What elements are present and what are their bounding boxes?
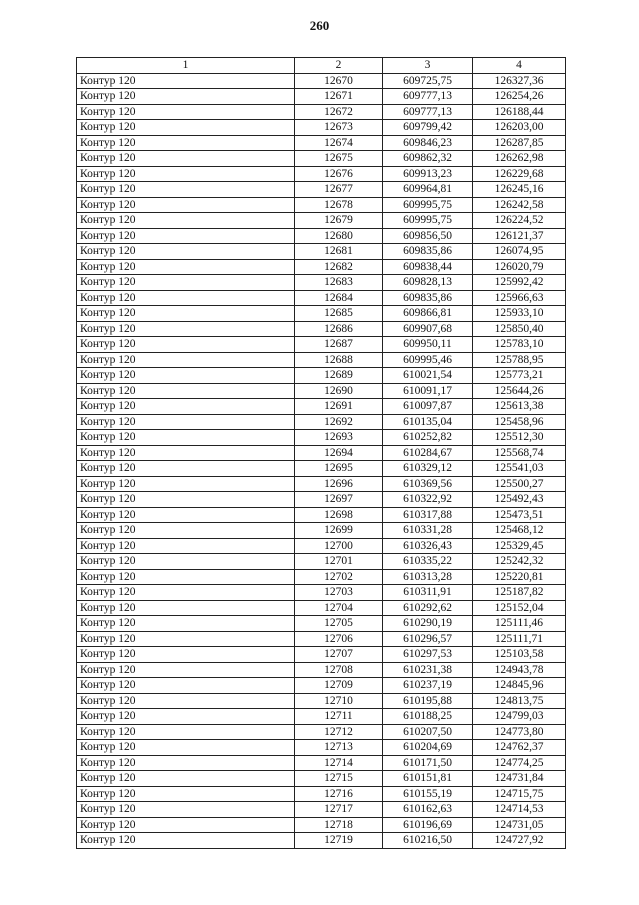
x-coordinate-cell: 609835,86: [383, 244, 473, 260]
point-number-cell: 12690: [295, 383, 383, 399]
x-coordinate-cell: 610252,82: [383, 430, 473, 446]
point-number-cell: 12688: [295, 352, 383, 368]
table-row: [77, 166, 566, 182]
x-coordinate-cell: 609799,42: [383, 120, 473, 136]
contour-name-cell: Контур 120: [77, 585, 295, 601]
x-coordinate-cell: 609777,13: [383, 89, 473, 105]
y-coordinate-cell: 124727,92: [473, 833, 566, 849]
x-coordinate-cell: 610195,88: [383, 693, 473, 709]
x-coordinate-cell: 610369,56: [383, 476, 473, 492]
y-coordinate-cell: 126020,79: [473, 259, 566, 275]
point-number-cell: 12675: [295, 151, 383, 167]
y-coordinate-cell: 125329,45: [473, 538, 566, 554]
x-coordinate-cell: 609964,81: [383, 182, 473, 198]
point-number-cell: 12686: [295, 321, 383, 337]
table-row: [77, 755, 566, 771]
y-coordinate-cell: 125966,63: [473, 290, 566, 306]
table-row: [77, 197, 566, 213]
table-row: [77, 244, 566, 260]
point-number-cell: 12678: [295, 197, 383, 213]
table-row: [77, 383, 566, 399]
table-row: [77, 771, 566, 787]
contour-name-cell: Контур 120: [77, 693, 295, 709]
x-coordinate-cell: 610021,54: [383, 368, 473, 384]
y-coordinate-cell: 125788,95: [473, 352, 566, 368]
contour-name-cell: Контур 120: [77, 135, 295, 151]
x-coordinate-cell: 610331,28: [383, 523, 473, 539]
y-coordinate-cell: 125242,32: [473, 554, 566, 570]
y-coordinate-cell: 126254,26: [473, 89, 566, 105]
x-coordinate-cell: 610196,69: [383, 817, 473, 833]
y-coordinate-cell: 126327,36: [473, 73, 566, 89]
point-number-cell: 12714: [295, 755, 383, 771]
table-row: [77, 740, 566, 756]
column-header-2: 2: [295, 58, 383, 74]
x-coordinate-cell: 610204,69: [383, 740, 473, 756]
y-coordinate-cell: 125850,40: [473, 321, 566, 337]
contour-name-cell: Контур 120: [77, 678, 295, 694]
point-number-cell: 12673: [295, 120, 383, 136]
x-coordinate-cell: 609995,75: [383, 213, 473, 229]
point-number-cell: 12689: [295, 368, 383, 384]
point-number-cell: 12709: [295, 678, 383, 694]
point-number-cell: 12699: [295, 523, 383, 539]
contour-name-cell: Контур 120: [77, 538, 295, 554]
point-number-cell: 12672: [295, 104, 383, 120]
contour-name-cell: Контур 120: [77, 352, 295, 368]
table-row: [77, 600, 566, 616]
y-coordinate-cell: 125103,58: [473, 647, 566, 663]
y-coordinate-cell: 125458,96: [473, 414, 566, 430]
y-coordinate-cell: 126074,95: [473, 244, 566, 260]
point-number-cell: 12715: [295, 771, 383, 787]
x-coordinate-cell: 610207,50: [383, 724, 473, 740]
table-row: [77, 228, 566, 244]
x-coordinate-cell: 610151,81: [383, 771, 473, 787]
x-coordinate-cell: 610313,28: [383, 569, 473, 585]
point-number-cell: 12692: [295, 414, 383, 430]
x-coordinate-cell: 609866,81: [383, 306, 473, 322]
table-row: [77, 678, 566, 694]
contour-name-cell: Контур 120: [77, 755, 295, 771]
x-coordinate-cell: 610135,04: [383, 414, 473, 430]
point-number-cell: 12676: [295, 166, 383, 182]
table-row: [77, 585, 566, 601]
x-coordinate-cell: 610237,19: [383, 678, 473, 694]
table-row: [77, 337, 566, 353]
table-row: [77, 275, 566, 291]
x-coordinate-cell: 610292,62: [383, 600, 473, 616]
y-coordinate-cell: 125541,03: [473, 461, 566, 477]
point-number-cell: 12691: [295, 399, 383, 415]
x-coordinate-cell: 610188,25: [383, 709, 473, 725]
point-number-cell: 12679: [295, 213, 383, 229]
contour-name-cell: Контур 120: [77, 306, 295, 322]
y-coordinate-cell: 126121,37: [473, 228, 566, 244]
x-coordinate-cell: 610297,53: [383, 647, 473, 663]
table-row: [77, 833, 566, 849]
table-row: [77, 182, 566, 198]
column-header-4: 4: [473, 58, 566, 74]
y-coordinate-cell: 126188,44: [473, 104, 566, 120]
contour-name-cell: Контур 120: [77, 461, 295, 477]
y-coordinate-cell: 126262,98: [473, 151, 566, 167]
x-coordinate-cell: 609838,44: [383, 259, 473, 275]
point-number-cell: 12683: [295, 275, 383, 291]
point-number-cell: 12682: [295, 259, 383, 275]
y-coordinate-cell: 124714,53: [473, 802, 566, 818]
table-row: [77, 104, 566, 120]
contour-name-cell: Контур 120: [77, 197, 295, 213]
point-number-cell: 12707: [295, 647, 383, 663]
contour-name-cell: Контур 120: [77, 104, 295, 120]
point-number-cell: 12718: [295, 817, 383, 833]
page-number: 260: [309, 18, 330, 33]
table-row: [77, 321, 566, 337]
y-coordinate-cell: 125111,46: [473, 616, 566, 632]
x-coordinate-cell: 609862,32: [383, 151, 473, 167]
table-row: [77, 73, 566, 89]
x-coordinate-cell: 609856,50: [383, 228, 473, 244]
point-number-cell: 12713: [295, 740, 383, 756]
table-row: [77, 430, 566, 446]
x-coordinate-cell: 610216,50: [383, 833, 473, 849]
y-coordinate-cell: 124773,80: [473, 724, 566, 740]
x-coordinate-cell: 610284,67: [383, 445, 473, 461]
contour-name-cell: Контур 120: [77, 414, 295, 430]
y-coordinate-cell: 124774,25: [473, 755, 566, 771]
point-number-cell: 12698: [295, 507, 383, 523]
x-coordinate-cell: 609835,86: [383, 290, 473, 306]
contour-name-cell: Контур 120: [77, 383, 295, 399]
table-row: [77, 786, 566, 802]
contour-name-cell: Контур 120: [77, 368, 295, 384]
x-coordinate-cell: 609846,23: [383, 135, 473, 151]
contour-name-cell: Контур 120: [77, 771, 295, 787]
table-row: [77, 120, 566, 136]
table-row: [77, 724, 566, 740]
table-row: [77, 492, 566, 508]
table-row: [77, 693, 566, 709]
x-coordinate-cell: 610329,12: [383, 461, 473, 477]
point-number-cell: 12677: [295, 182, 383, 198]
y-coordinate-cell: 125152,04: [473, 600, 566, 616]
contour-name-cell: Контур 120: [77, 120, 295, 136]
contour-name-cell: Контур 120: [77, 833, 295, 849]
y-coordinate-cell: 124715,75: [473, 786, 566, 802]
point-number-cell: 12684: [295, 290, 383, 306]
point-number-cell: 12700: [295, 538, 383, 554]
contour-name-cell: Контур 120: [77, 507, 295, 523]
table-row: [77, 476, 566, 492]
y-coordinate-cell: 126245,16: [473, 182, 566, 198]
y-coordinate-cell: 126287,85: [473, 135, 566, 151]
x-coordinate-cell: 609995,46: [383, 352, 473, 368]
y-coordinate-cell: 125568,74: [473, 445, 566, 461]
contour-name-cell: Контур 120: [77, 631, 295, 647]
contour-name-cell: Контур 120: [77, 275, 295, 291]
point-number-cell: 12693: [295, 430, 383, 446]
table-row: [77, 507, 566, 523]
x-coordinate-cell: 609907,68: [383, 321, 473, 337]
contour-name-cell: Контур 120: [77, 321, 295, 337]
point-number-cell: 12705: [295, 616, 383, 632]
contour-name-cell: Контур 120: [77, 817, 295, 833]
x-coordinate-cell: 609950,11: [383, 337, 473, 353]
y-coordinate-cell: 125644,26: [473, 383, 566, 399]
contour-name-cell: Контур 120: [77, 492, 295, 508]
x-coordinate-cell: 609913,23: [383, 166, 473, 182]
x-coordinate-cell: 610171,50: [383, 755, 473, 771]
y-coordinate-cell: 124813,75: [473, 693, 566, 709]
y-coordinate-cell: 125933,10: [473, 306, 566, 322]
y-coordinate-cell: 125468,12: [473, 523, 566, 539]
point-number-cell: 12712: [295, 724, 383, 740]
y-coordinate-cell: 125512,30: [473, 430, 566, 446]
point-number-cell: 12694: [295, 445, 383, 461]
y-coordinate-cell: 124731,05: [473, 817, 566, 833]
table-row: [77, 414, 566, 430]
point-number-cell: 12706: [295, 631, 383, 647]
y-coordinate-cell: 125783,10: [473, 337, 566, 353]
point-number-cell: 12704: [295, 600, 383, 616]
contour-name-cell: Контур 120: [77, 476, 295, 492]
table-row: [77, 662, 566, 678]
table-row: [77, 151, 566, 167]
contour-name-cell: Контур 120: [77, 445, 295, 461]
y-coordinate-cell: 124762,37: [473, 740, 566, 756]
contour-name-cell: Контур 120: [77, 166, 295, 182]
point-number-cell: 12702: [295, 569, 383, 585]
contour-name-cell: Контур 120: [77, 724, 295, 740]
table-row: [77, 445, 566, 461]
point-number-cell: 12687: [295, 337, 383, 353]
point-number-cell: 12701: [295, 554, 383, 570]
contour-name-cell: Контур 120: [77, 73, 295, 89]
y-coordinate-cell: 125992,42: [473, 275, 566, 291]
table-row: [77, 616, 566, 632]
point-number-cell: 12681: [295, 244, 383, 260]
contour-name-cell: Контур 120: [77, 259, 295, 275]
table-row: [77, 802, 566, 818]
table-row: [77, 306, 566, 322]
y-coordinate-cell: 124799,03: [473, 709, 566, 725]
y-coordinate-cell: 125613,38: [473, 399, 566, 415]
table-row: [77, 538, 566, 554]
table-row: [77, 368, 566, 384]
point-number-cell: 12717: [295, 802, 383, 818]
y-coordinate-cell: 125500,27: [473, 476, 566, 492]
x-coordinate-cell: 610155,19: [383, 786, 473, 802]
x-coordinate-cell: 609995,75: [383, 197, 473, 213]
contour-name-cell: Контур 120: [77, 244, 295, 260]
contour-name-cell: Контур 120: [77, 228, 295, 244]
y-coordinate-cell: 125473,51: [473, 507, 566, 523]
contour-name-cell: Контур 120: [77, 337, 295, 353]
table-row: [77, 290, 566, 306]
x-coordinate-cell: 610317,88: [383, 507, 473, 523]
x-coordinate-cell: 610162,63: [383, 802, 473, 818]
contour-name-cell: Контур 120: [77, 523, 295, 539]
x-coordinate-cell: 610097,87: [383, 399, 473, 415]
y-coordinate-cell: 126229,68: [473, 166, 566, 182]
contour-name-cell: Контур 120: [77, 430, 295, 446]
contour-name-cell: Контур 120: [77, 290, 295, 306]
y-coordinate-cell: 126242,58: [473, 197, 566, 213]
point-number-cell: 12719: [295, 833, 383, 849]
column-header-1: 1: [77, 58, 295, 74]
y-coordinate-cell: 125187,82: [473, 585, 566, 601]
point-number-cell: 12670: [295, 73, 383, 89]
contour-name-cell: Контур 120: [77, 662, 295, 678]
contour-name-cell: Контур 120: [77, 600, 295, 616]
x-coordinate-cell: 610335,22: [383, 554, 473, 570]
point-number-cell: 12674: [295, 135, 383, 151]
table-row: [77, 135, 566, 151]
y-coordinate-cell: 125773,21: [473, 368, 566, 384]
contour-name-cell: Контур 120: [77, 569, 295, 585]
table-row: [77, 569, 566, 585]
table-header-row: [77, 58, 566, 74]
x-coordinate-cell: 609777,13: [383, 104, 473, 120]
table-row: [77, 352, 566, 368]
point-number-cell: 12708: [295, 662, 383, 678]
table-row: [77, 523, 566, 539]
coordinates-table: [76, 57, 566, 849]
point-number-cell: 12716: [295, 786, 383, 802]
table-row: [77, 647, 566, 663]
y-coordinate-cell: 126224,52: [473, 213, 566, 229]
table-row: [77, 461, 566, 477]
y-coordinate-cell: 124731,84: [473, 771, 566, 787]
contour-name-cell: Контур 120: [77, 740, 295, 756]
contour-name-cell: Контур 120: [77, 786, 295, 802]
point-number-cell: 12710: [295, 693, 383, 709]
y-coordinate-cell: 125492,43: [473, 492, 566, 508]
column-header-3: 3: [383, 58, 473, 74]
x-coordinate-cell: 610091,17: [383, 383, 473, 399]
contour-name-cell: Контур 120: [77, 182, 295, 198]
point-number-cell: 12680: [295, 228, 383, 244]
table-row: [77, 817, 566, 833]
table-row: [77, 259, 566, 275]
x-coordinate-cell: 610290,19: [383, 616, 473, 632]
y-coordinate-cell: 125111,71: [473, 631, 566, 647]
x-coordinate-cell: 610326,43: [383, 538, 473, 554]
contour-name-cell: Контур 120: [77, 554, 295, 570]
contour-name-cell: Контур 120: [77, 399, 295, 415]
x-coordinate-cell: 609828,13: [383, 275, 473, 291]
x-coordinate-cell: 609725,75: [383, 73, 473, 89]
contour-name-cell: Контур 120: [77, 647, 295, 663]
x-coordinate-cell: 610311,91: [383, 585, 473, 601]
y-coordinate-cell: 125220,81: [473, 569, 566, 585]
table-row: [77, 554, 566, 570]
point-number-cell: 12685: [295, 306, 383, 322]
contour-name-cell: Контур 120: [77, 213, 295, 229]
contour-name-cell: Контур 120: [77, 89, 295, 105]
x-coordinate-cell: 610322,92: [383, 492, 473, 508]
point-number-cell: 12703: [295, 585, 383, 601]
y-coordinate-cell: 124943,78: [473, 662, 566, 678]
point-number-cell: 12696: [295, 476, 383, 492]
table-row: [77, 89, 566, 105]
point-number-cell: 12671: [295, 89, 383, 105]
table-row: [77, 709, 566, 725]
contour-name-cell: Контур 120: [77, 616, 295, 632]
table-row: [77, 631, 566, 647]
contour-name-cell: Контур 120: [77, 151, 295, 167]
contour-name-cell: Контур 120: [77, 802, 295, 818]
x-coordinate-cell: 610231,38: [383, 662, 473, 678]
table-row: [77, 399, 566, 415]
point-number-cell: 12695: [295, 461, 383, 477]
contour-name-cell: Контур 120: [77, 709, 295, 725]
table-body: [77, 73, 566, 848]
point-number-cell: 12711: [295, 709, 383, 725]
point-number-cell: 12697: [295, 492, 383, 508]
table-row: [77, 213, 566, 229]
y-coordinate-cell: 124845,96: [473, 678, 566, 694]
y-coordinate-cell: 126203,00: [473, 120, 566, 136]
x-coordinate-cell: 610296,57: [383, 631, 473, 647]
